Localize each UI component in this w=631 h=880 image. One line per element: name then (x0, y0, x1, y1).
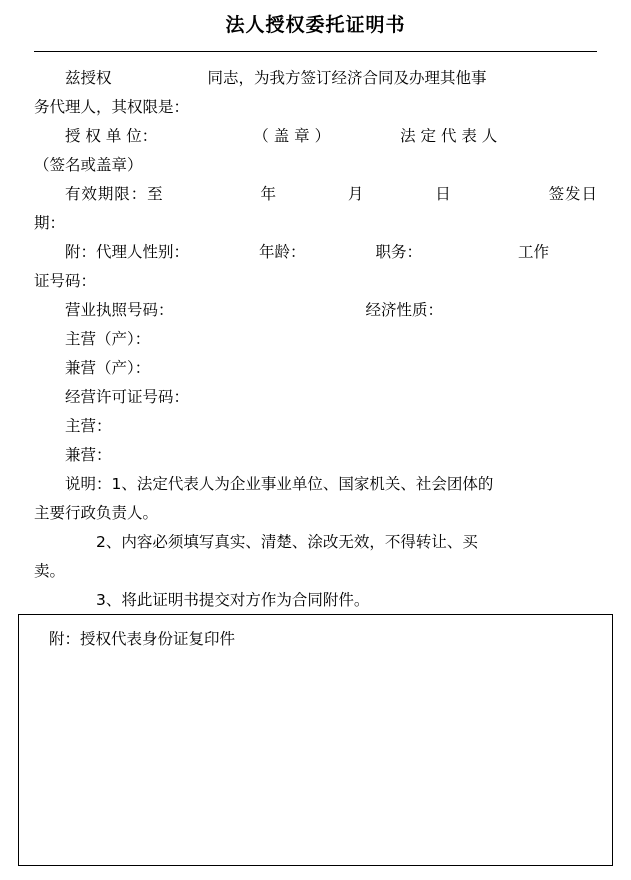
agent-info-line (34, 238, 597, 267)
business-permit-number-line: 经营许可证号码： (65, 388, 190, 406)
attachment-label: 附：授权代表身份证复印件 (49, 630, 236, 648)
title-divider (34, 51, 597, 52)
seal-label: （ 盖 章 ） (253, 127, 331, 145)
main-business-line: 主营： (65, 417, 112, 435)
authority-scope-label: 务代理人，其权限是： (34, 98, 190, 116)
side-business-line: 兼营： (65, 446, 112, 464)
agent-position-label: 职务： (375, 243, 423, 261)
note-item-2-line-1: 2、内容必须填写真实、清楚、涂改无效，不得转让、买 (96, 533, 478, 551)
signature-or-seal-line (34, 151, 597, 180)
page-title: 法人授权委托证明书 (225, 14, 406, 36)
day-label: 日 (434, 185, 452, 203)
work-id-number-line (34, 267, 597, 296)
agent-age-label: 年龄： (259, 243, 306, 261)
business-license-line (34, 296, 597, 325)
issue-date-label: 签发日期： (34, 185, 597, 232)
authorizing-unit-line (34, 122, 597, 151)
validity-label: 有效期限：至 (65, 185, 164, 203)
document-page (0, 10, 631, 880)
document-body (34, 64, 597, 615)
side-business-product-line: 兼营（产）： (65, 359, 151, 377)
business-license-label: 营业执照号码： (65, 301, 174, 319)
authorize-label: 兹授权 (65, 69, 112, 87)
note-item-1-line-2: 主要行政负责人。 (34, 504, 159, 522)
validity-line (34, 180, 597, 238)
month-label: 月 (346, 185, 365, 203)
note-item-2-line-2: 卖。 (34, 562, 66, 580)
signature-or-seal-label: （签名或盖章） (34, 156, 143, 174)
note-item-3-line: 3、将此证明书提交对方作为合同附件。 (96, 591, 370, 609)
legal-representative-label: 法 定 代 表 人 (400, 127, 498, 145)
year-label: 年 (259, 185, 277, 203)
work-id-label-part1: 工作 (518, 243, 550, 261)
main-business-product-line: 主营（产）： (65, 330, 151, 348)
note-item-1-line-1: 说明：1、法定代表人为企业事业单位、国家机关、社会团体的 (65, 475, 494, 493)
work-id-label-part2: 证号码： (34, 272, 97, 290)
authorization-line-2 (34, 93, 597, 122)
economic-nature-label: 经济性质： (365, 301, 444, 319)
attachment-box (18, 614, 613, 866)
authorization-line-1 (34, 64, 597, 93)
authorize-text-continued: 同志，为我方签订经济合同及办理其他事 (207, 69, 487, 87)
authorizing-unit-label: 授 权 单 位： (65, 127, 158, 145)
agent-gender-label: 附：代理人性别： (65, 243, 190, 261)
